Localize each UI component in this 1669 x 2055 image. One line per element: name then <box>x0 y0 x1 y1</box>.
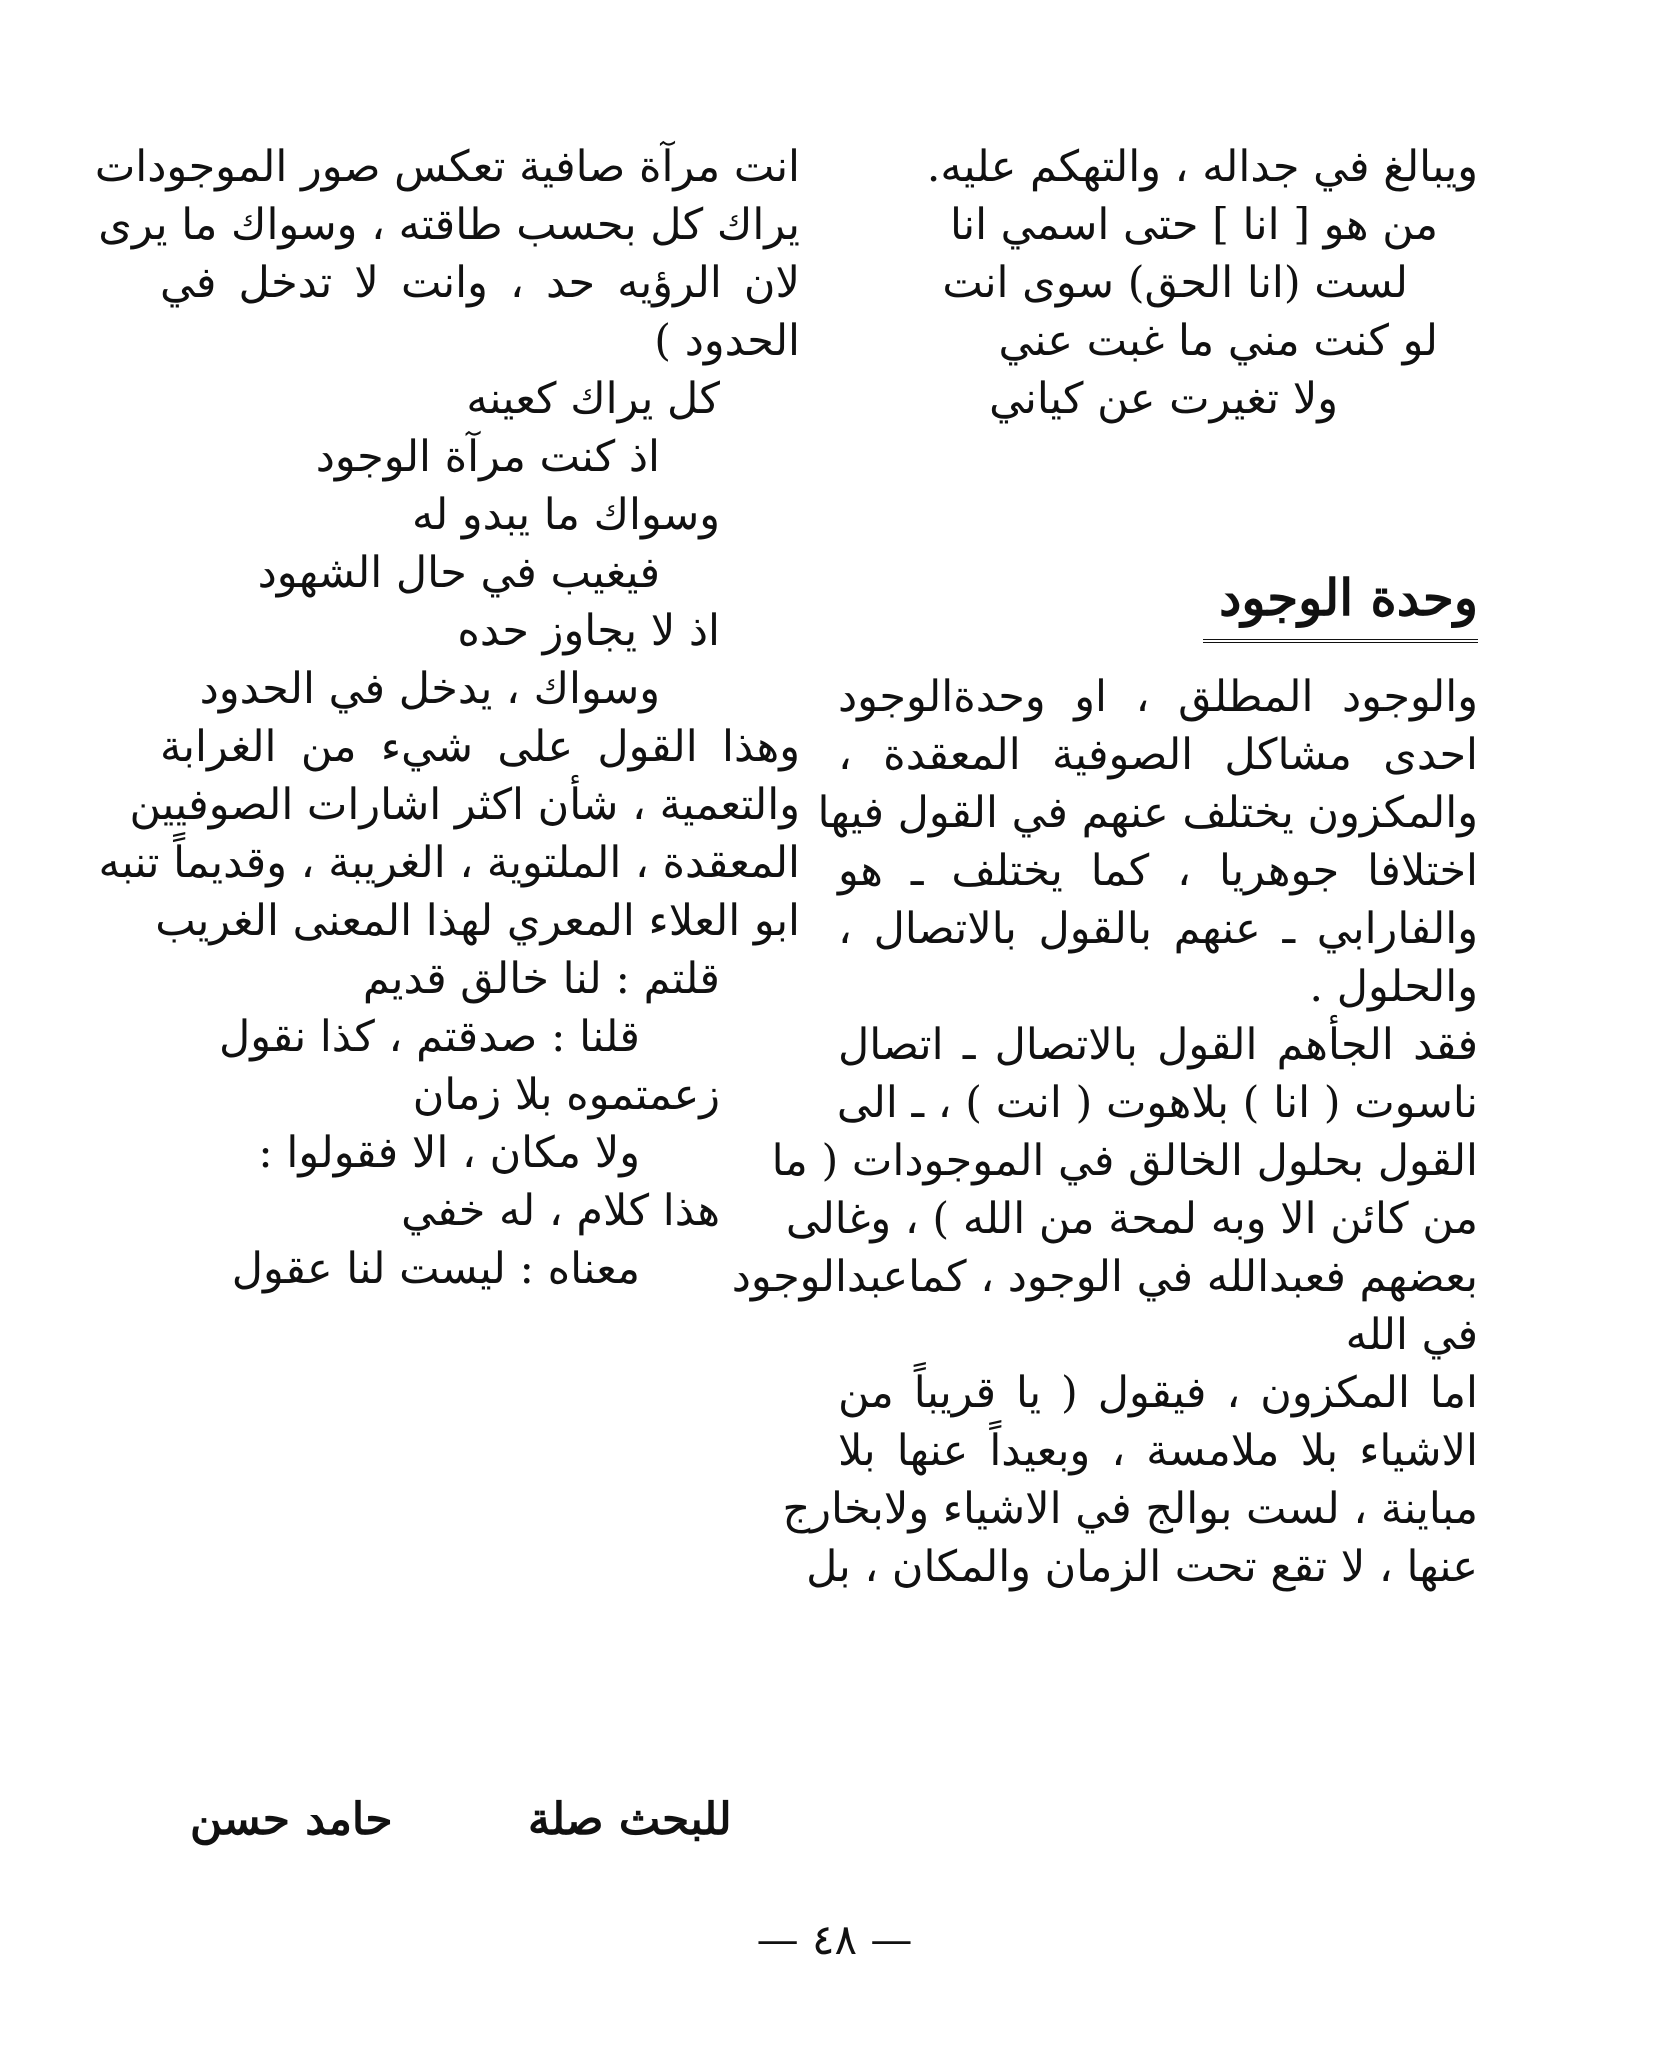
prose-line: وهذا القول على شيء من الغرابة <box>160 722 800 772</box>
page-number: — ٤٨ — <box>756 1915 913 1964</box>
poem-line: وسواك ما يبدو له <box>412 490 720 540</box>
poem-line: زعمتموه بلا زمان <box>412 1070 720 1120</box>
paragraph-line: مباينة ، لست بوالج في الاشياء ولابخارج <box>782 1484 1478 1534</box>
poem-line: وسواك ، يدخل في الحدود <box>199 664 660 714</box>
author-signature: حامد حسن <box>190 1794 393 1845</box>
poem-line: اذ لا يجاوز حده <box>457 606 720 656</box>
paragraph-line: والوجود المطلق ، او وحدةالوجود <box>838 672 1478 722</box>
prose-line: لان الرؤيه حد ، وانت لا تدخل في <box>160 258 800 308</box>
poem-line: لست (انا الحق) سوى انت <box>942 258 1408 308</box>
paragraph-line: والفارابي ـ عنهم بالقول بالاتصال ، <box>838 904 1478 954</box>
poem-line: ويبالغ في جداله ، والتهكم عليه. <box>926 142 1478 192</box>
paragraph-line: والحلول . <box>1309 962 1478 1012</box>
poem-line: لو كنت مني ما غبت عني <box>998 316 1438 366</box>
paragraph-line: عنها ، لا تقع تحت الزمان والمكان ، بل <box>806 1542 1478 1592</box>
paragraph-line: فقد الجأهم القول بالاتصال ـ اتصال <box>838 1020 1478 1070</box>
poem-line: معناه : ليست لنا عقول <box>231 1244 640 1294</box>
paragraph-line: ناسوت ( انا ) بلاهوت ( انت ) ، ـ الى <box>836 1078 1478 1128</box>
poem-line: كل يراك كعينه <box>466 374 720 424</box>
section-title: وحدة الوجود <box>1203 563 1478 643</box>
poem-line: ولا تغيرت عن كياني <box>989 374 1338 424</box>
poem-line: ولا مكان ، الا فقولوا : <box>258 1128 640 1178</box>
poem-line: قلنا : صدقتم ، كذا نقول <box>219 1012 640 1062</box>
paragraph-line: اما المكزون ، فيقول ( يا قريباً من <box>838 1368 1478 1418</box>
paragraph-line: احدى مشاكل الصوفية المعقدة ، <box>838 730 1478 780</box>
prose-line: الحدود ) <box>654 316 800 366</box>
prose-line: المعقدة ، الملتوية ، الغريبة ، وقديماً تنبه <box>98 838 800 888</box>
paragraph-line: القول بحلول الخالق في الموجودات ( ما <box>771 1136 1478 1186</box>
continuation-note: للبحث صلة <box>528 1794 732 1845</box>
poem-line: هذا كلام ، له خفي <box>401 1186 720 1236</box>
paragraph-line: الاشياء بلا ملامسة ، وبعيداً عنها بلا <box>838 1426 1478 1476</box>
paragraph-line: اختلافا جوهريا ، كما يختلف ـ هو <box>838 846 1478 896</box>
poem-line: قلتم : لنا خالق قديم <box>362 954 720 1004</box>
paragraph-line: في الله <box>1345 1310 1478 1360</box>
paragraph-line: والمكزون يختلف عنهم في القول فيها <box>817 788 1478 838</box>
poem-line: فيغيب في حال الشهود <box>257 548 660 598</box>
paragraph-line: من كائن الا وبه لمحة من الله ) ، وغالى <box>785 1194 1478 1244</box>
paragraph-line: بعضهم فعبدالله في الوجود ، كماعبدالوجود <box>731 1252 1478 1302</box>
prose-line: يراك كل بحسب طاقته ، وسواك ما يرى <box>98 200 800 250</box>
poem-line: من هو [ انا ] حتى اسمي انا <box>950 200 1438 250</box>
prose-line: انت مرآة صافية تعكس صور الموجودات <box>94 142 800 192</box>
prose-line: والتعمية ، شأن اكثر اشارات الصوفيين <box>129 780 800 830</box>
poem-line: اذ كنت مرآة الوجود <box>315 432 660 482</box>
prose-line: ابو العلاء المعري لهذا المعنى الغريب <box>155 896 800 946</box>
